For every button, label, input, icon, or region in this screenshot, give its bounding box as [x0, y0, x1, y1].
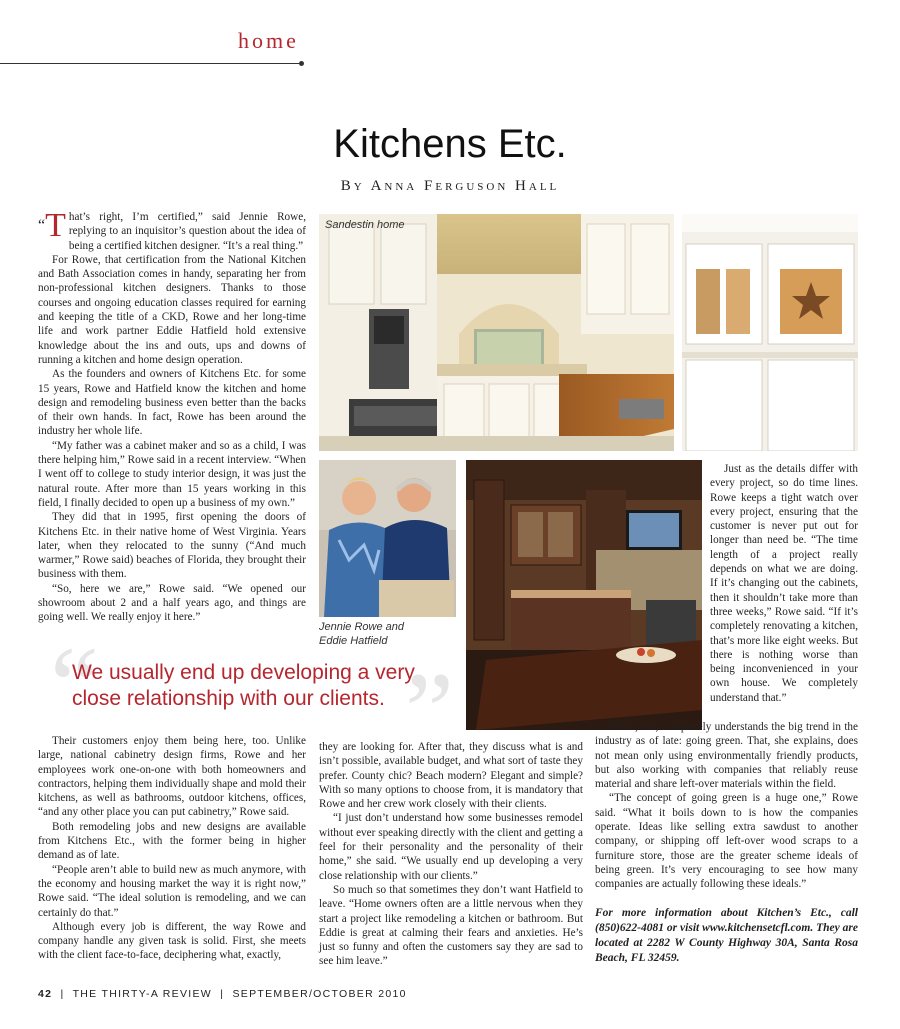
pullquote — [72, 660, 452, 712]
paragraph: “People aren’t able to build new as much anymore, with the economy and housing market the way it is right now,” Rowe said. “The ideal solution is remodeling, and we can certainly do that.” — [38, 863, 306, 919]
paragraph: “I just don’t understand how some businesses remodel without ever speaking directly with the client and getting a feel for their personality and the personality of their home,” she said. “We usually end up developing a very close relationship with our clients.” — [319, 812, 583, 882]
paragraph: Rowe, too, completely understands the big trend in the industry as of late: going green. That, she explains, does not mean only using environmentally friendly products, but also working with companies that reliably reuse material and share left-over materials within the field. — [595, 721, 858, 791]
paragraph: they are looking for. After that, they discuss what is and isn’t possible, available budget, and what sort of taste they prefer. County chic? Beach modern? Elegant and simple? With so many options to choose from, it is mandatory that Rowe and her crew work closely with their clients. — [319, 741, 583, 811]
drop-cap: “T — [38, 207, 66, 244]
pullquote-open-mark: “ — [50, 624, 99, 746]
paragraph: They did that in 1995, first opening the doors of Kitchens Etc. in their native home of West Virginia. Years later, when they relocated to the sunny (“And much warmer,” Rowe said) beaches of Florida, they brought their business with them. — [38, 511, 306, 581]
issue-date: SEPTEMBER/OCTOBER 2010 — [232, 988, 407, 1000]
cabinets-photo — [682, 214, 858, 451]
header-rule-dot — [299, 61, 304, 66]
portrait-photo-rowe-hatfield — [319, 460, 456, 617]
article-column-bottom-3 — [595, 720, 858, 966]
paragraph: Just as the details differ with every project, so do time lines. Rowe keeps a tight watch over every project, ensuring that the customer is never put out for longer than need be. “The time length of a project really depends on what we are doing. If it’s changing out the cabinets, then it shouldn’t take more than three weeks,” Rowe said. “If it’s completely renovating a kitchen, that’s more like eight weeks. But there is nothing worse than being inconvenienced in your own house. We completely understand that.” — [710, 463, 858, 704]
paragraph: Their customers enjoy them being here, too. Unlike large, national cabinetry design firms, Rowe and her employees work one-on-one with both homeowners and contractors, helping them individually shape and mold their kitchens, as well as bathrooms, outdoor kitchens, offices, “and any other place you can put cabinetry,” Rowe said. — [38, 735, 306, 819]
article-title: Kitchens Etc. — [333, 122, 567, 166]
pullquote-line: We usually end up developing a very — [72, 661, 415, 684]
pullquote-line: close relationship with our clients. — [72, 687, 385, 710]
photo-caption-sandestin: Sandestin home — [325, 219, 405, 231]
publication-name: THE THIRTY-A REVIEW — [72, 988, 213, 1000]
paragraph: “My father was a cabinet maker and so as a child, I was there helping him,” Rowe said in a recent interview. “When I went off to college to study interior design, it was just the natural route. After more than 15 years working in this field, I finally decided to open up a business of my own.” — [38, 439, 306, 509]
contact-info: For more information about Kitchen’s Etc., call (850)622-4081 or visit www.kitchensetcfl.com. They are located at 2282 W County Highway 30A, Santa Rosa Beach, FL 32459. — [595, 906, 858, 964]
article-sidebar-column — [710, 462, 858, 705]
kitchen-photo-dark-cabinets — [466, 460, 702, 730]
paragraph: “So, here we are,” Rowe said. “We opened our showroom about 2 and a half years ago, and things are going well. We really enjoy it here.” — [38, 582, 306, 624]
article-column-bottom-1 — [38, 734, 306, 963]
paragraph: Although every job is different, the way Rowe and company handle any given task is solid. First, she meets with the client face-to-face, deciphering what, exactly, — [38, 920, 306, 962]
paragraph: For Rowe, that certification from the National Kitchen and Bath Association comes in handy, separating her from non-professional kitchen designers. Thanks to those courses and ongoing education classes required for earning and keeping the title of a CKD, Rowe and her long-time life and work partner Eddie Hatfield hold extensive knowledge about the ins and outs, ups and downs of running a kitchen and home design operation. — [38, 253, 306, 366]
paragraph: As the founders and owners of Kitchens Etc. for some 15 years, Rowe and Hatfield know the kitchen and home design and remodeling business even better than the backs of their own hands. In fact, Rowe has been around the industry her whole life. — [38, 368, 306, 438]
photo-caption-portrait: Jennie Rowe and Eddie Hatfield — [319, 621, 405, 647]
header-rule — [0, 63, 302, 64]
article-column-bottom-2 — [319, 740, 583, 969]
paragraph: Both remodeling jobs and new designs are available from Kitchens Etc., with the former being in higher demand as of late. — [38, 820, 306, 862]
page-number: 42 — [38, 988, 53, 1000]
paragraph: hat’s right, I’m certified,” said Jennie Rowe, replying to an inquisitor’s question about the idea of being a certified kitchen designer. “It’s a real thing.” — [68, 211, 306, 252]
article-column-1 — [38, 207, 306, 625]
paragraph: “The concept of going green is a huge one,” Rowe said. “What it boils down to is how the companies operate. Ideas like selling extra sawdust to another company, or shipping off left-over wood scraps to a furniture store, those are the greater scheme ideals of being green. It’s very encouraging to see how many companies are actually following these ideals.” — [595, 792, 858, 891]
kitchen-photo-sandestin — [319, 214, 674, 451]
page-footer: 42 | THE THIRTY-A REVIEW | SEPTEMBER/OCTOBER 2010 — [38, 988, 407, 1000]
paragraph: So much so that sometimes they don’t want Hatfield to leave. “Home owners often are a little nervous when they start a project like remodeling a kitchen or bathroom. But Eddie is great at calming their fears and anxieties. He’s just so funny and often the customers say they are sad to see him leave.” — [319, 883, 583, 968]
article-byline: By Anna Ferguson Hall — [340, 178, 560, 194]
pullquote-close-mark: ” — [405, 650, 454, 772]
section-label: home — [238, 28, 299, 53]
